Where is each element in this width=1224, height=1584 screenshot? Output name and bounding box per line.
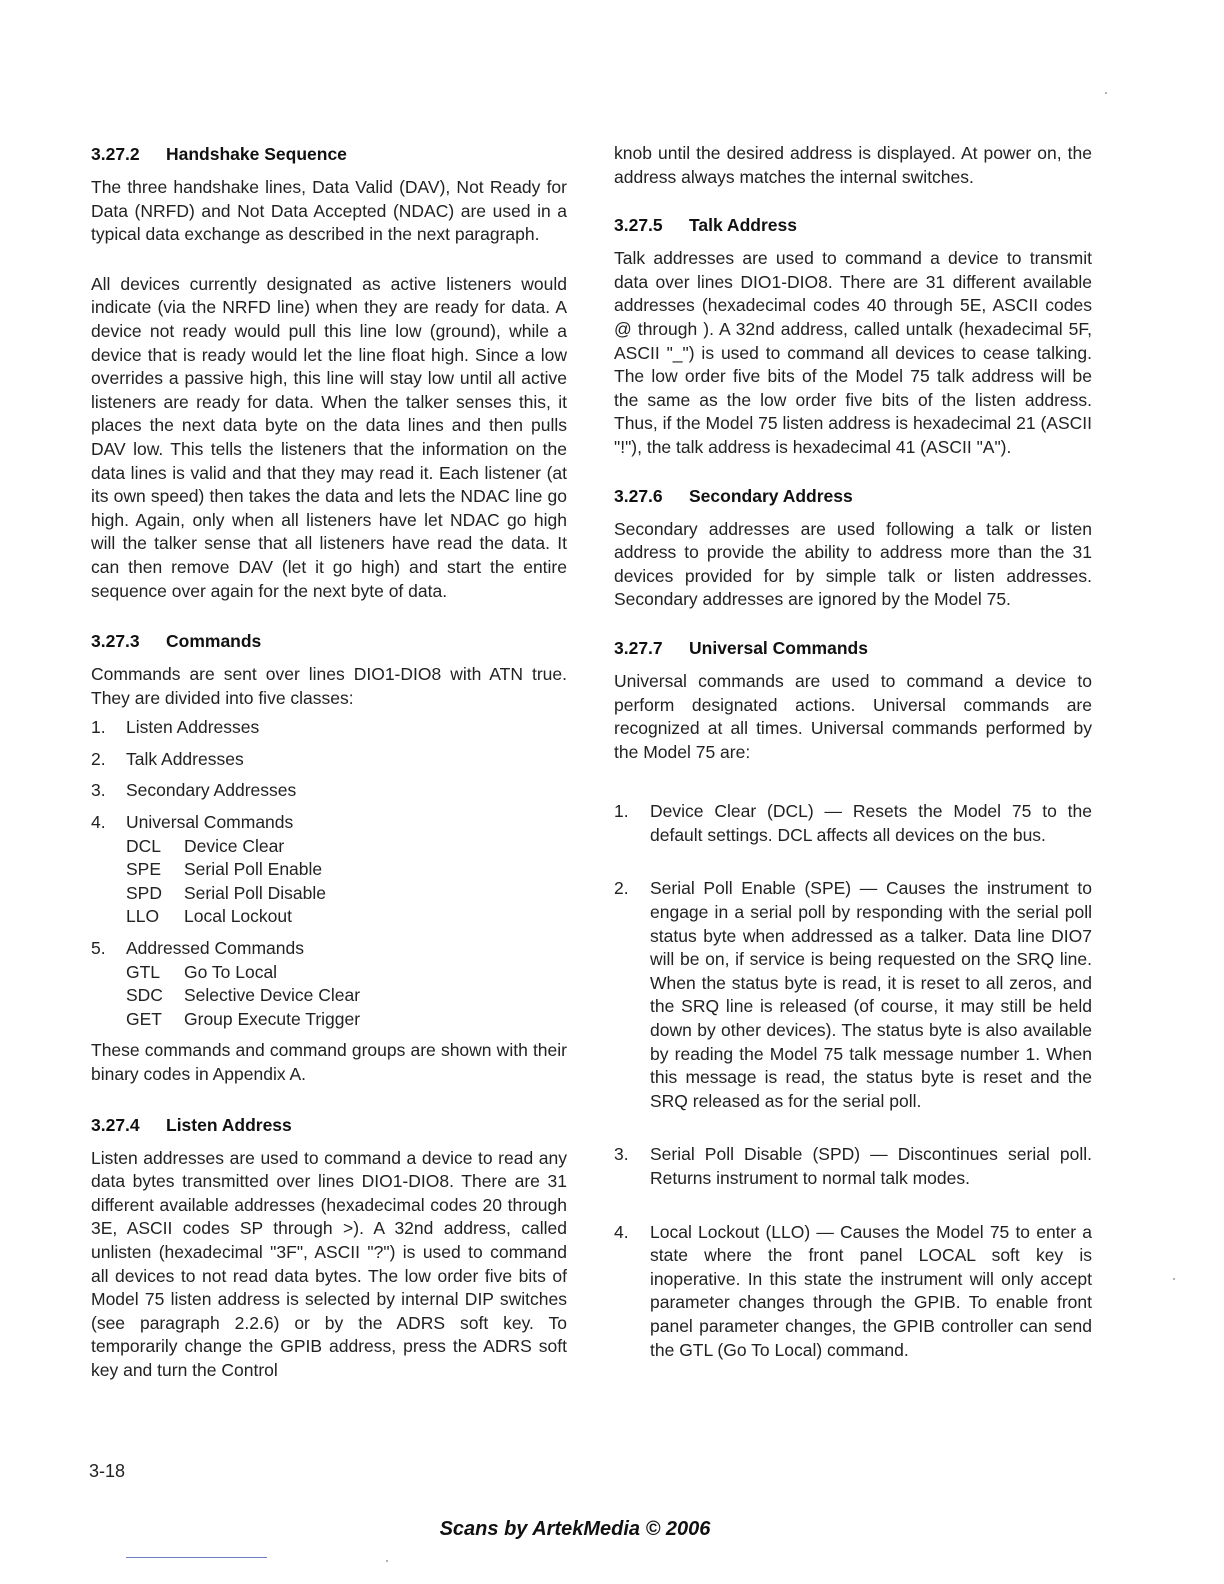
- list-item: 1. Device Clear (DCL) — Resets the Model 75 to the default settings. DCL affects all devices on the bus.: [614, 801, 1092, 845]
- list-item: 3. Secondary Addresses: [91, 780, 297, 801]
- scan-speck: [386, 1560, 388, 1562]
- section-title: Talk Address: [689, 215, 797, 236]
- section-number: 3.27.6: [614, 485, 663, 506]
- command-class-list: [91, 716, 567, 1031]
- paragraph: Talk addresses are used to command a device to transmit data over lines DIO1-DIO8. There are 31 different available addresses (hexadecimal codes 40 through 5E, ASCII codes @ through ). A 32nd address, called untalk (hexadecimal 5F, ASCII "_") is used to command all devices to cease talking. The low order five bits of the Model 75 talk address will be the same as the low order five bits of the listen address. Thus, if the Model 75 listen address is hexadecimal 21 (ASCII "!"), the talk address is hexadecimal 41 (ASCII "A").: [614, 248, 1092, 457]
- list-item: 4. Local Lockout (LLO) — Causes the Model 75 to enter a state where the front panel LOCAL soft key is inoperative. In this state the instrument will only accept parameter changes through the GPIB. To enable front panel parameter changes, the GPIB controller can send the GTL (Go To Local) command.: [614, 1221, 1092, 1360]
- page-number: 3-18: [89, 1461, 126, 1481]
- section-title: Listen Address: [166, 1114, 292, 1135]
- paragraph: knob until the desired address is displayed. At power on, the address always matches the internal switches.: [614, 143, 1092, 187]
- list-item: SPD Serial Poll Disable: [126, 882, 327, 903]
- scan-credit: Scans by ArtekMedia © 2006: [439, 1518, 711, 1540]
- paragraph: Universal commands are used to command a device to perform designated actions. Universal commands are recognized at all times. Universal commands performed by the Model 75 are:: [614, 670, 1092, 762]
- section-title: Secondary Address: [689, 485, 853, 506]
- section-number: 3.27.2: [91, 144, 140, 164]
- scan-speck: [1105, 92, 1107, 94]
- list-item: DCL Device Clear: [126, 835, 285, 856]
- section-heading: [91, 142, 567, 166]
- paragraph: The three handshake lines, Data Valid (DAV), Not Ready for Data (NRFD) and Not Data Accepted (NDAC) are used in a typical data exchange as described in the next paragraph.: [91, 177, 567, 245]
- paragraph: Listen addresses are used to command a device to read any data bytes transmitted over lines DIO1-DIO8. There are 31 different available addresses (hexadecimal codes 20 through 3E, ASCII codes SP through >). A 32nd address, called unlisten (hexadecimal "3F", ASCII "?") is used to command all devices to not read data bytes. The low order five bits of Model 75 listen address is selected by internal DIP switches (see paragraph 2.2.6) or by the ADRS soft key. To temporarily change the GPIB address, press the ADRS soft key and turn the Control: [91, 1147, 567, 1380]
- section-number: 3.27.5: [614, 215, 663, 236]
- list-item: 2. Talk Addresses: [91, 748, 244, 769]
- paragraph: Commands are sent over lines DIO1-DIO8 with ATN true. They are divided into five classes:: [91, 664, 567, 708]
- list-item: 3. Serial Poll Disable (SPD) — Discontinues serial poll. Returns instrument to normal talk modes.: [614, 1144, 1092, 1188]
- addressed-sublist: [126, 961, 360, 1032]
- section-heading: [91, 629, 567, 653]
- paragraph: All devices currently designated as active listeners would indicate (via the NRFD line) when they are ready for data. A device not ready would pull this line low (ground), while a device that is ready would let the line float high. Since a low overrides a passive high, this line will stay low until all active listeners are ready for data. When the talker senses this, it places the next data byte on the data lines and then pulls DAV low. This tells the listeners that the information on the data lines is valid and that they may read it. Each listener (at its own speed) then takes the data and lets the NDAC line go high. Again, only when all listeners have let NDAC go high will the talker sense that all listeners have read the data. It can then remove DAV (let it go high) and start the entire sequence over again for the next byte of data.: [91, 273, 567, 601]
- section-heading: [614, 484, 1092, 508]
- paragraph: Secondary addresses are used following a talk or listen address to provide the ability to address more than the 31 devices provided for by simple talk or listen addresses. Secondary addresses are ignored by the Model 75.: [614, 518, 1092, 610]
- section-heading: [91, 1113, 567, 1137]
- paragraph: These commands and command groups are shown with their binary codes in Appendix A.: [91, 1040, 567, 1084]
- section-title: Commands: [166, 631, 262, 652]
- scan-speck: [1173, 1278, 1175, 1280]
- section-number: 3.27.7: [614, 637, 663, 658]
- section-number: 3.27.3: [91, 631, 140, 652]
- section-title: Universal Commands: [689, 637, 868, 658]
- list-item: 1. Listen Addresses: [91, 717, 260, 738]
- footer-rule: [126, 1557, 267, 1558]
- right-column: [614, 142, 1092, 1392]
- list-item: SPE Serial Poll Enable: [126, 859, 323, 880]
- list-item: 2. Serial Poll Enable (SPE) — Causes the instrument to engage in a serial poll by responding with the serial poll status byte when addressed as a talker. Data line DIO7 will be on, if service is being requested on the SRQ line. When the status byte is read, it is reset to all zeros, and the SRQ line is released (of course, it may still be held down by other devices). The status byte is also available by reading the Model 75 talk message number 1. When this message is read, the status byte is reset and the SRQ released as for the serial poll.: [614, 878, 1092, 1111]
- section-number: 3.27.4: [91, 1114, 140, 1135]
- section-title: Handshake Sequence: [166, 144, 347, 164]
- universal-command-list: [614, 800, 1092, 1362]
- section-heading: [614, 636, 1092, 660]
- list-item: GET Group Execute Trigger: [126, 1008, 361, 1029]
- list-item: 4. Universal Commands DCL Device Clear SPE Serial Poll Enable SPD Serial Poll Disable LLO Local Lockout: [91, 811, 567, 929]
- list-item: LLO Local Lockout: [126, 906, 292, 927]
- universal-sublist: [126, 835, 326, 929]
- list-item: SDC Selective Device Clear: [126, 985, 361, 1006]
- list-item: GTL Go To Local: [126, 961, 278, 982]
- left-column: [91, 142, 567, 1383]
- list-item: 5. Addressed Commands GTL Go To Local SDC Selective Device Clear GET Group Execute Trigger: [91, 937, 567, 1031]
- section-heading: [614, 213, 1092, 237]
